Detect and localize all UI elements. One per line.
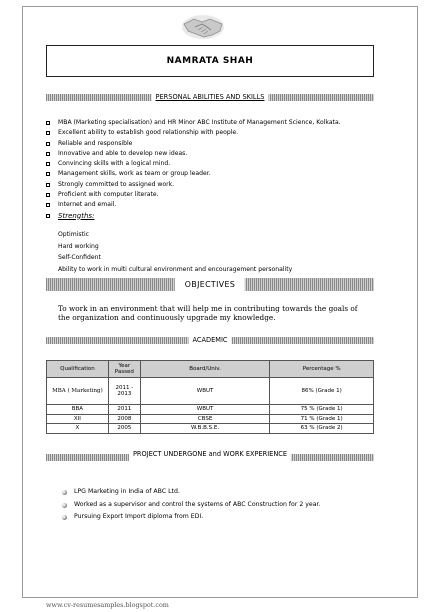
list-item: Ability to work in multi cultural environment and encouragement personality: [58, 265, 293, 273]
candidate-name: NAMRATA SHAH: [46, 45, 374, 77]
table-cell: XII: [47, 414, 109, 424]
table-cell: 2005: [108, 424, 140, 434]
table-header: Percentage %: [270, 361, 374, 378]
list-item: Optimistic: [58, 231, 89, 238]
list-item: Worked as a supervisor and control the systems of ABC Construction for 2 year.: [62, 499, 320, 512]
skills-list: [46, 118, 386, 221]
table-cell: WBUT: [140, 378, 270, 405]
objective-text: To work in an environment that will help me in contributing towards the goals of the organization and continuously upgrade my knowledge.: [58, 304, 358, 322]
list-item: Convincing skills with a logical mind.: [46, 159, 386, 169]
table-row: [47, 405, 374, 415]
checkbox-bullet-icon: [46, 183, 50, 187]
strengths-heading: Strengths:: [58, 211, 95, 220]
footer-url: www.cv-resumesamples.blogspot.com: [46, 601, 169, 609]
bullet-icon: [62, 503, 67, 508]
bullet-icon: [62, 515, 67, 520]
section-title: ACADEMIC: [189, 334, 232, 347]
table-row: [47, 424, 374, 434]
handshake-icon: [180, 10, 226, 44]
table-cell: MBA ( Marketing): [47, 378, 109, 405]
section-academic: [46, 334, 374, 347]
academic-table: [46, 360, 374, 434]
list-item: Hard working: [58, 242, 99, 250]
table-cell: 71 % (Grade 1): [270, 414, 374, 424]
list-item: Innovative and able to develop new ideas.: [46, 149, 386, 159]
checkbox-bullet-icon: [46, 131, 50, 135]
table-cell: 86% (Grade 1): [270, 378, 374, 405]
table-cell: BBA: [47, 405, 109, 415]
list-item: Strongly committed to assigned work.: [46, 180, 386, 190]
section-title: PROJECT UNDERGONE and WORK EXPERIENCE: [129, 448, 291, 461]
list-item: Management skills, work as team or group leader.: [46, 169, 386, 179]
section-title: PERSONAL ABILITIES AND SKILLS: [152, 91, 269, 104]
checkbox-bullet-icon: [46, 203, 50, 207]
table-header: Qualification: [47, 361, 109, 378]
checkbox-bullet-icon: [46, 121, 50, 125]
bullet-icon: [62, 490, 67, 495]
table-cell: CBSE: [140, 414, 270, 424]
table-header-row: [47, 361, 374, 378]
table-cell: 2011 - 2013: [108, 378, 140, 405]
table-cell: W.B.B.S.E.: [140, 424, 270, 434]
checkbox-bullet-icon: [46, 193, 50, 197]
list-item: MBA (Marketing specialisation) and HR Minor ABC Institute of Management Science, Kolkata.: [46, 118, 386, 128]
checkbox-bullet-icon: [46, 214, 50, 218]
section-title: OBJECTIVES: [175, 278, 245, 291]
list-item: LPG Marketing in India of ABC Ltd.: [62, 486, 320, 499]
list-item: Pursuing Export Import diploma from EDI.: [62, 511, 320, 524]
table-cell: 2011: [108, 405, 140, 415]
list-item: Self-Confident: [58, 254, 101, 261]
checkbox-bullet-icon: [46, 172, 50, 176]
table-cell: 75 % (Grade 1): [270, 405, 374, 415]
checkbox-bullet-icon: [46, 142, 50, 146]
list-item: [46, 211, 386, 221]
table-header: Year Passed: [108, 361, 140, 378]
table-cell: 2008: [108, 414, 140, 424]
list-item: Proficient with computer literate.: [46, 190, 386, 200]
table-cell: WBUT: [140, 405, 270, 415]
list-item: Excellent ability to establish good relationship with people.: [46, 128, 386, 138]
table-row: [47, 378, 374, 405]
project-list: [62, 486, 320, 524]
section-objectives: [46, 278, 374, 291]
section-project: [46, 451, 374, 464]
strengths-list: [58, 229, 292, 275]
list-item: Reliable and responsible: [46, 139, 386, 149]
section-personal-abilities: [46, 91, 374, 104]
checkbox-bullet-icon: [46, 152, 50, 156]
list-item: Internet and email.: [46, 200, 386, 210]
table-cell: 63 % (Grade 2): [270, 424, 374, 434]
checkbox-bullet-icon: [46, 162, 50, 166]
table-row: [47, 414, 374, 424]
table-header: Board/Univ.: [140, 361, 270, 378]
table-cell: X: [47, 424, 109, 434]
